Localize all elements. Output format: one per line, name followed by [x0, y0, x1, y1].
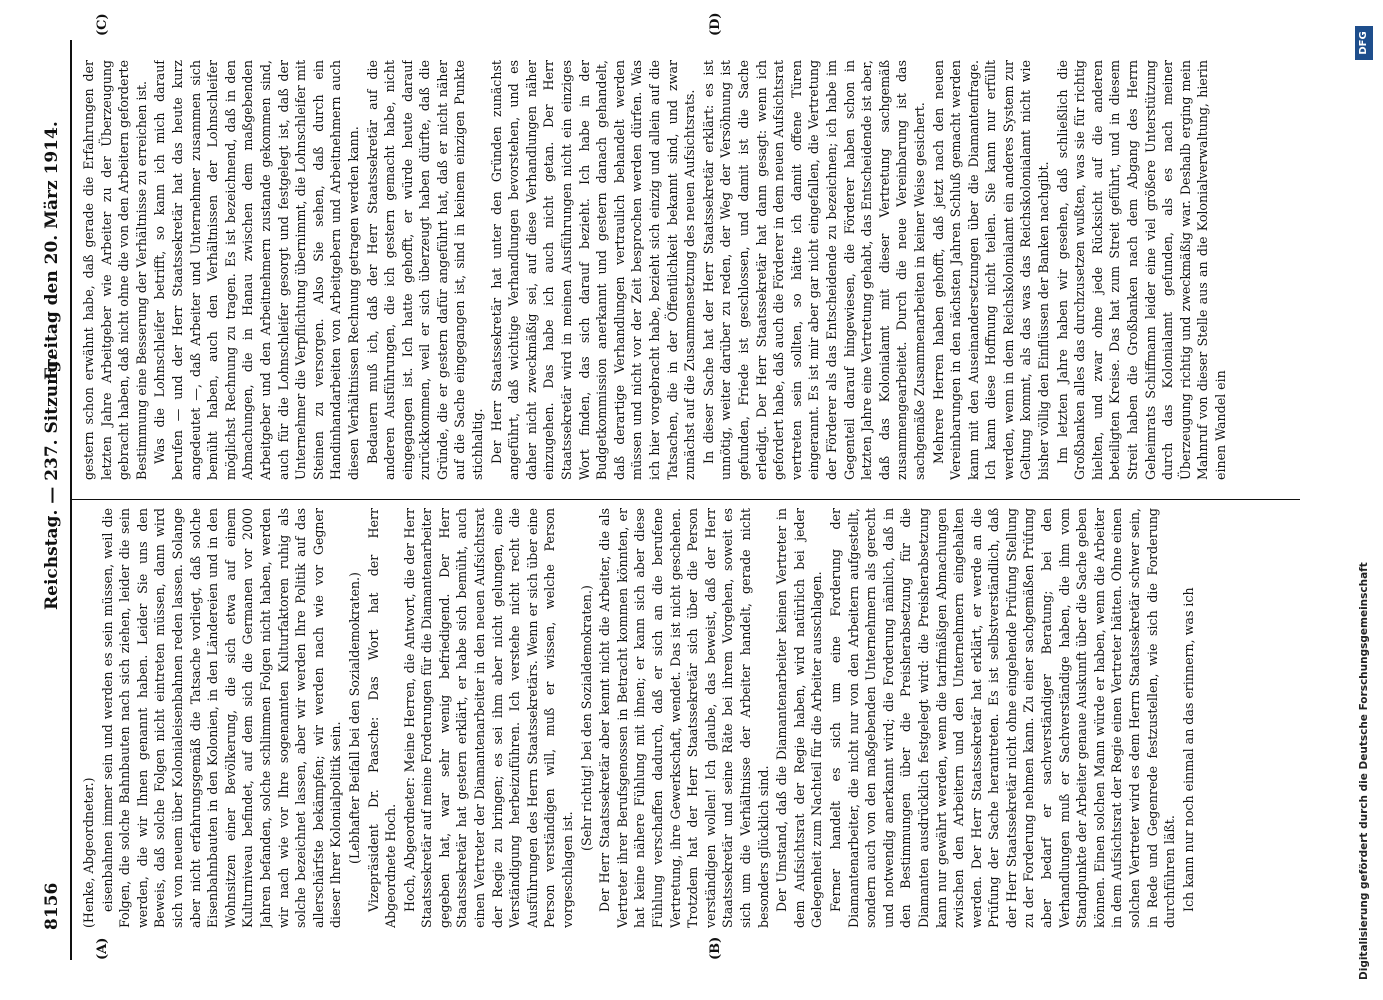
- paragraph: In dieser Sache hat der Herr Staatssekretär erklärt: es ist unnötig, weiter darüber zu reden, der Weg der Versöhnung ist gefunden, Friede ist geschlossen, und damit ist die Sache erledigt. Der Herr Staatssekretär hat dann gesagt: wenn ich gefordert habe, daß auch die Förderer in dem neuen Aufsichtsrat vertreten sein sollten, so hätte ich damit offene Türen eingerannt. Es ist mir aber gar nicht eingefallen, die Vertretung der Förderer als das Entscheidende zu bezeichnen; ich habe im Gegenteil darauf hingewiesen, die Förderer haben schon in letzten Jahre eine Vertretung gehabt, das Entscheidende ist aber, daß das Kolonialamt mit dieser Vertretung sachgemäß zusammengearbeitet. Durch die neue Vereinbarung ist das sachgemäße Zusammenarbeiten in keiner Weise gesichert.: [700, 60, 927, 480]
- page-header: [0, 0, 80, 1000]
- left-text-column: [80, 508, 1290, 928]
- margin-label-c: (C): [95, 13, 110, 36]
- header-left-title: Reichstag. — 237. Sitzung.: [42, 354, 62, 610]
- paragraph: eisenbahnen immer sein und werden es sein müssen, weil die Folgen, die solche Bahnbauten nach sich ziehen, leider die sein werden, die wir Ihnen genannt haben. Leider Sie uns den Beweis, daß solche Folgen nicht eintreten müssen, dann wird sich von neuem über Kolonialeisenbahnen reden lassen. Solange aber nicht erfahrungsgemäß die Tatsache vorliegt, daß solche Eisenbahnbauten in den Kolonien, in den Ländereien und in den Wohnsitzen einer Bevölkerung, die sich etwa auf einem Kulturniveau befindet, auf dem sich die Germanen vor 2000 Jahren befanden, solche schlimmen Folgen nicht haben, werden wir nach wie vor Ihre sogenannten Kulturfaktoren ruhig als solche bezeichnet lassen, aber wir werden Ihre Politik auf das allerschärfste bekämpfen; wir werden nach wie vor Gegner dieser Ihrer Kolonialpolitik sein.: [99, 508, 344, 928]
- paragraph: Der Umstand, daß die Diamantenarbeiter keinen Vertreter in dem Aufsichtsrat der Regie haben, wird natürlich bei jeder Gelegenheit zum Nachteil für die Arbeiter ausschlagen.: [774, 508, 825, 928]
- header-right-title: Freitag den 20. März 1914.: [42, 121, 62, 380]
- paragraph: Ferner handelt es sich um eine Forderung der Diamantenarbeiter, die nicht nur von den Arbeitern aufgestellt, sondern auch von den maßgebenden Unternehmern als gerecht und notwendig anerkannt wird; die Forderung nämlich, daß in den Bestimmungen über die Preisherabsetzung für die Diamanten ausdrücklich festgelegt wird: die Preisherabsetzung kann nur gewährt werden, wenn die tarifmäßigen Abmachungen zwischen den Arbeitern und den Unternehmern eingehalten werden. Der Herr Staatssekretär hat erklärt, er werde an die Prüfung der Sache herantreten. Es ist selbstverständlich, daß der Herr Staatssekretär nicht ohne eingehende Prüfung Stellung zu der Forderung nehmen kann. Zu einer sachgemäßen Prüfung aber bedarf er sachverständiger Beratung; bei den Verhandlungen muß er Sachverständige haben, die ihm vom Standpunkte der Arbeiter genaue Auskunft über die Sache geben können. Einen solchen Mann würde er haben, wenn die Arbeiter in dem Aufsichtsrat der Regie einen Vertreter hätten. Ohne einen solchen Vertreter wird es dem Herrn Staatssekretär schwer sein, in Rede und Gegenrede festzustellen, wie sich die Forderung durchführen läßt.: [827, 508, 1178, 928]
- paragraph: (Sehr richtig! bei den Sozialdemokraten.): [578, 585, 594, 851]
- paragraph: Vizepräsident Dr. Paasche: Das Wort hat der Herr Abgeordnete Hoch.: [365, 508, 399, 928]
- digitization-note: Digitalisierung gefördert durch die Deutsche Forschungsgemeinschaft: [1358, 562, 1370, 980]
- column-divider: [70, 499, 1300, 500]
- paragraph: (Lebhafter Beifall bei den Sozialdemokraten.): [346, 572, 362, 864]
- paragraph: Bedauern muß ich, daß der Herr Staatssekretär auf die anderen Ausführungen, die ich gestern gemacht habe, nicht eingegangen ist. Ich hatte gehofft, er würde heute darauf zurückkommen, weil er sich überzeugt haben dürfte, daß die Gründe, die er gestern dafür angeführt hat, daß er nicht näher auf die Sache eingegangen ist, sind in keinem einzigen Punkte stichhaltig.: [364, 60, 486, 480]
- paragraph: Mehrere Herren haben gehofft, daß jetzt nach den neuen Vereinbarungen in den nächsten Jahren Schluß gemacht werden kann mit den Auseinandersetzungen über die Diamantenfrage. Ich kann diese Hoffnung nicht teilen. Sie kann nur erfüllt werden, wenn in dem Reichskolonialamt ein anderes System zur Geltung kommt, als das was das Reichskolonialamt nicht wie bisher völlig den Einflüssen der Banken nachgibt.: [930, 60, 1052, 480]
- right-text-column: [80, 60, 1290, 480]
- digitization-footer: [1355, 20, 1379, 980]
- paragraph: Hoch, Abgeordneter: Meine Herren, die Antwort, die der Herr Staatssekretär auf meine Forderungen für die Diamantenarbeiter gegeben hat, war sehr wenig befriedigend. Der Herr Staatssekretär hat gestern erklärt, er habe sich bemüht, auch einen Vertreter der Diamantenarbeiter in den neuen Aufsichtsrat der Regie zu bringen; es sei ihm aber nicht gelungen, eine Verständigung herbeizuführen. Ich verstehe nicht recht die Ausführungen des Herrn Staatssekretärs. Wenn er sich über eine Person verständigen will, muß er wissen, welche Person vorgeschlagen ist.: [401, 508, 576, 928]
- paragraph: gestern schon erwähnt habe, daß gerade die Erfahrungen der letzten Jahre Arbeitgeber wie Arbeiter zu der Überzeugung gebracht haben, daß nicht ohne die von den Arbeitern geforderte Bestimmung eine Besserung der Verhältnisse zu erreichen ist.: [81, 60, 149, 480]
- paragraph: Der Herr Staatssekretär aber kennt nicht die Arbeiter, die als Vertreter ihrer Berufsgenossen in Betracht kommen könnten, er hat keine nähere Fühlung mit ihnen; er kann sich aber diese Fühlung verschaffen dadurch, daß er sich an die berufene Vertretung, ihre Gewerkschaft, wendet. Das ist nicht geschehen. Trotzdem hat der Herr Staatssekretär sich über die Person verständigen wollen! Ich glaube, das beweist, daß der Herr Staatssekretär und seine Räte bei ihrem Vorgehen, soweit es sich um die Verhältnisse der Arbeiter handelt, gerade nicht besonders glücklich sind.: [597, 508, 771, 928]
- paragraph: Im letzten Jahre haben wir gesehen, daß schließlich die Großbanken alles das durchzusetzen wußten, was sie für richtig hielten, und zwar ohne jede Rücksicht auf die anderen beteiligten Kreise. Das hat zum Streit geführt, und in diesem Streit haben die Großbanken nach dem Abgang des Herrn Geheimrats Schiffmann leider eine viel größere Unterstützung durch das Kolonialamt gefunden, als es nach meiner Überzeugung richtig und zweckmäßig war. Deshalb erging mein Mahnruf von dieser Stelle aus an die Kolonialverwaltung, hierin einen Wandel ein: [1054, 60, 1228, 480]
- paragraph: Der Herr Staatssekretär hat unter den Gründen zunächst angeführt, daß wichtige Verhandlungen bevorstehen, und es daher nicht zweckmäßig sei, auf diese Verhandlungen näher einzugehen. Das habe ich auch nicht getan. Der Herr Staatssekretär wird in meinen Ausführungen nicht ein einziges Wort finden, das sich darauf bezieht. Ich habe in der Budgetkommission anerkannt und gestern danach gehandelt, daß derartige Verhandlungen vertraulich behandelt werden müssen und nicht vor der Zeit besprochen werden dürfen. Was ich hier vorgebracht habe, bezieht sich einzig und allein auf die Tatsachen, die in der Öffentlichkeit bekannt sind, und zwar zunächst auf die Zusammensetzung des neuen Aufsichtsrats.: [488, 60, 698, 480]
- paragraph: Ich kann nur noch einmal an das erinnern, was ich: [1180, 587, 1196, 912]
- header-rule: [70, 40, 72, 960]
- dfg-logo: DFG: [1355, 26, 1373, 60]
- paragraph: Was die Lohnschleifer betrifft, so kann ich mich darauf berufen — und der Herr Staatssekretär hat das heute kurz angedeutet —, daß Arbeiter und Unternehmer zusammen sich bemüht haben, auch den Verhältnissen der Lohnschleifer möglichst Rechnung zu tragen. Es ist bezeichnend, daß in den Abmachungen, die in Hanau zwischen dem maßgebenden Arbeitgeber und den Arbeitnehmern zustande gekommen sind, auch für die Lohnschleifer gesorgt und festgelegt ist, daß der Unternehmer die Verpflichtung übernimmt, die Lohnschleifer mit Steinen zu versorgen. Also Sie sehen, daß durch ein Handinhandarbeiten von Arbeitgebern und Arbeitnehmern auch diesen Verhältnissen Rechnung getragen werden kann.: [152, 60, 361, 480]
- paragraph: (Henke, Abgeordneter.): [81, 777, 96, 928]
- page-number: 8156: [42, 882, 62, 930]
- margin-label-b: (B): [708, 936, 723, 960]
- margin-label-a: (A): [95, 937, 110, 960]
- margin-label-d: (D): [708, 12, 723, 36]
